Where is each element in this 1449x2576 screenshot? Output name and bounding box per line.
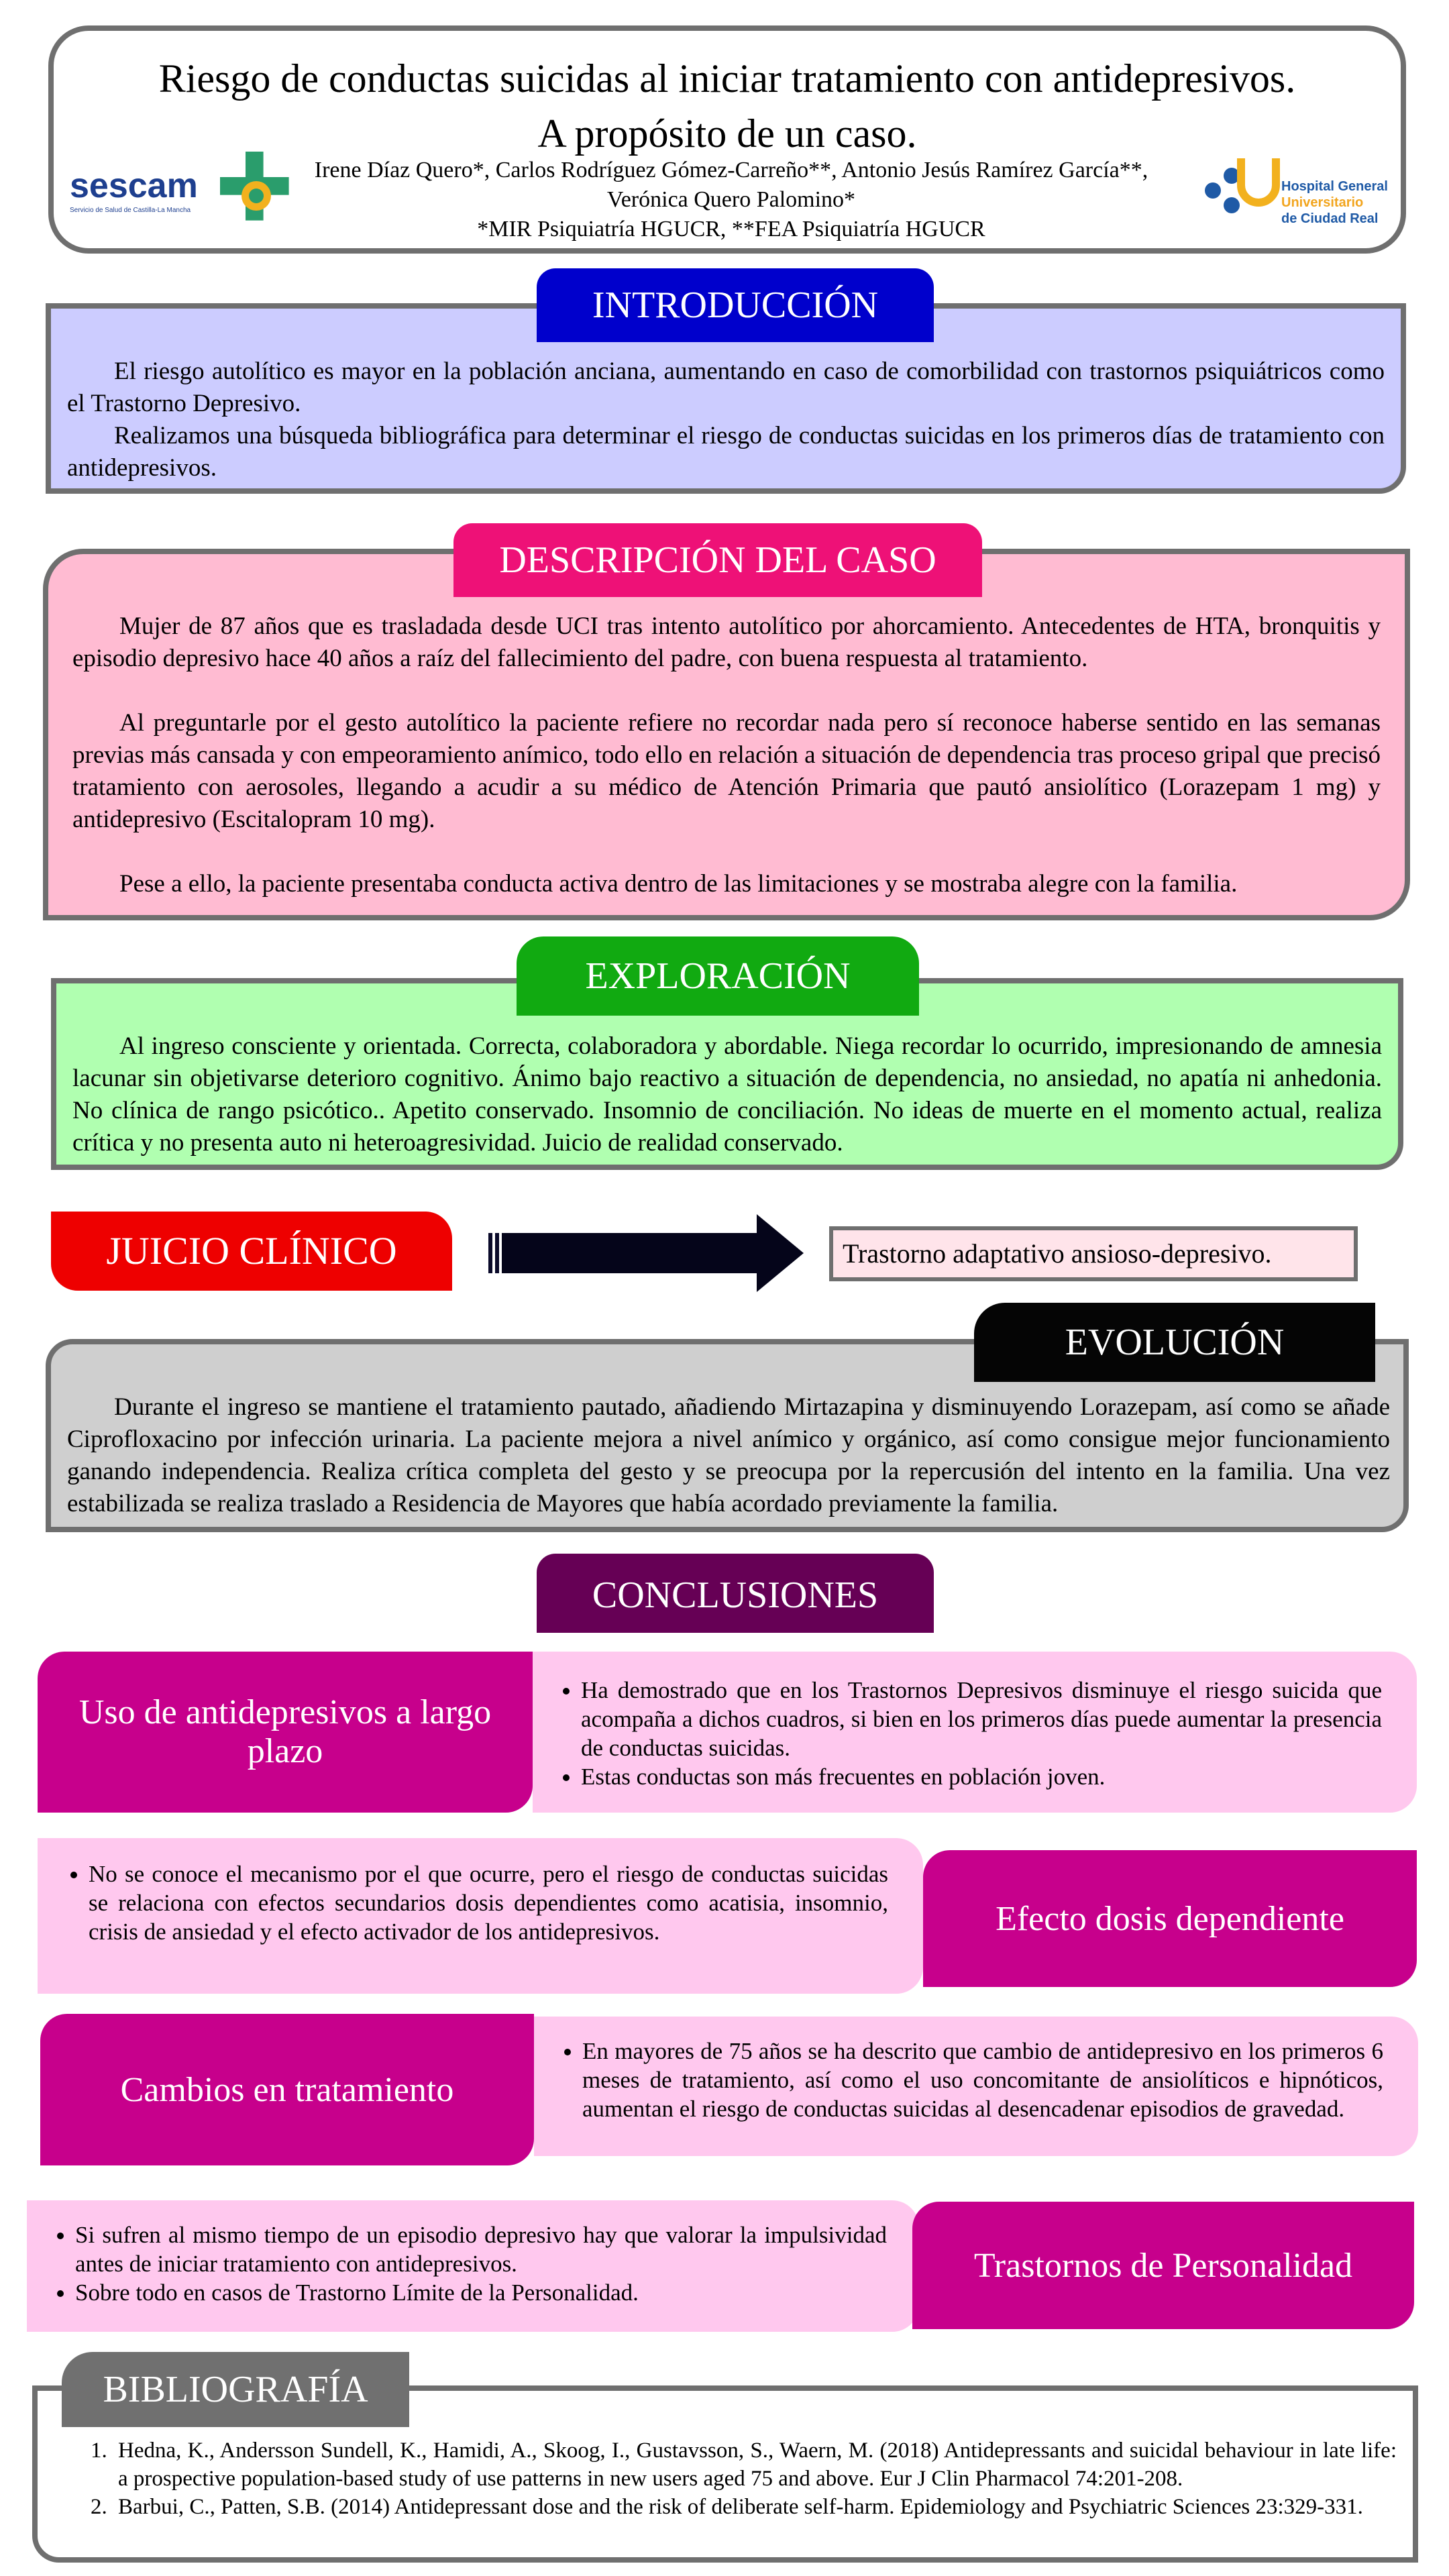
title-line-2: A propósito de un caso. [537,111,917,156]
right-arrow-icon [488,1213,804,1293]
conclusion-label-treatment-changes: Cambios en tratamiento [40,2014,534,2165]
conclusion-bullet: • Ha demostrado que en los Trastornos Depresivos disminuye el riesgo suicida que acompaña a dichos cuadros, si bien en los primeros días puede aumentar la presencia de conductas suicidas. [581,1676,1382,1762]
authors-block [275,156,1187,244]
conclusion-label-dose-effect: Efecto dosis dependiente [923,1850,1417,1987]
hospital-logo-line-3: de Ciudad Real [1281,211,1379,226]
sescam-logo-subtext: Servicio de Salud de Castilla-La Mancha [70,207,191,214]
case-description-heading: DESCRIPCIÓN DEL CASO [453,523,982,597]
conclusion-label-personality-disorders: Trastornos de Personalidad [912,2202,1414,2329]
evolution-paragraph: Durante el ingreso se mantiene el tratamiento pautado, añadiendo Mirtazapina y disminuyendo Lorazepam, así como se añade Ciprofloxacino por infección urinaria. La paciente mejora a nivel anímico y orgánico, así como consigue mejor funcionamiento ganando independencia. Realiza crítica completa del gesto y se preocupa por la repercusión del intento en la familia. Una vez estabilizada se realiza traslado a Residencia de Mayores que había acordado previamente la familia. [67,1393,1390,1517]
sescam-logo [67,138,295,239]
conclusion-text-treatment-changes [534,2017,1418,2156]
conclusion-bullet: • Estas conductas son más frecuentes en población joven. [581,1762,1382,1791]
affiliation: *MIR Psiquiatría HGUCR, **FEA Psiquiatría HGUCR [477,217,985,241]
conclusion-label-long-term-use: Uso de antidepresivos a largo plazo [38,1652,533,1813]
authors-line-2: Verónica Quero Palomino* [606,187,856,212]
clinical-judgment-heading: JUICIO CLÍNICO [51,1212,452,1291]
description-paragraph-3: Pese a ello, la paciente presentaba conducta activa dentro de las limitaciones y se mostraba alegre con la familia. [119,870,1238,898]
case-description-section [43,549,1410,920]
intro-paragraph-1: El riesgo autolítico es mayor en la población anciana, aumentando en caso de comorbilidad con trastornos psiquiátricos como el Trastorno Depresivo. [67,358,1385,417]
conclusion-text-personality-disorders [27,2200,919,2332]
hospital-logo-line-2: Universitario [1281,195,1364,210]
exploration-heading: EXPLORACIÓN [517,936,919,1016]
conclusion-text-dose-effect [38,1838,923,1994]
description-paragraph-1: Mujer de 87 años que es trasladada desde UCI tras intento autolítico por ahorcamiento. Antecedentes de HTA, bronquitis y episodio depresivo hace 40 años a raíz del fallecimiento del padre, con buena respuesta al tratamiento. [72,612,1381,672]
description-paragraph-2: Al preguntarle por el gesto autolítico la paciente refiere no recordar nada pero sí reconoce haberse sentido en las semanas previas más cansada y con empeoramiento anímico, todo ello en relación a situación de dependencia tras proceso gripal que precisó tratamiento con aerosoles, llegando a acudir a su médico de Atención Primaria que pautó ansiolítico (Lorazepam 1 mg) y antidepresivo (Escitalopram 10 mg). [72,709,1381,833]
intro-paragraph-2: Realizamos una búsqueda bibliográfica para determinar el riesgo de conductas suicidas en los primeros días de tratamiento con antidepresivos. [67,422,1385,482]
conclusion-bullet: • En mayores de 75 años se ha descrito que cambio de antidepresivo en los primeros 6 meses de tratamiento, así como el uso concomitante de ansiolíticos e hipnóticos, aumentan el riesgo de conductas suicidas al desencadenar episodios de gravedad. [582,2037,1383,2123]
bibliography-reference: 2. Barbui, C., Patten, S.B. (2014) Antidepressant dose and the risk of deliberate self-harm. Epidemiology and Psychiatric Sciences 23:329-331. [113,2493,1397,2521]
clinical-judgment-result: Trastorno adaptativo ansioso-depresivo. [829,1226,1358,1281]
hospital-logo-icon [1205,158,1276,213]
evolution-heading: EVOLUCIÓN [974,1303,1375,1382]
conclusion-bullet: • No se conoce el mecanismo por el que ocurre, pero el riesgo de conductas suicidas se relaciona con efectos secundarios dosis dependientes como acatisia, insomnio, crisis de ansiedad y el efecto activador de los antidepresivos. [89,1860,888,1946]
conclusion-bullet: • Si sufren al mismo tiempo de un episodio depresivo hay que valorar la impulsividad antes de iniciar tratamiento con antidepresivos. [75,2220,887,2278]
hospital-logo-line-1: Hospital General [1281,179,1388,194]
title-line-1: Riesgo de conductas suicidas al iniciar tratamiento con antidepresivos. [158,56,1296,101]
exploration-paragraph: Al ingreso consciente y orientada. Correcta, colaboradora y abordable. Niega recordar lo ocurrido, impresionando de amnesia lacunar sin objetivarse deterioro cognitivo. Ánimo bajo reactivo a situación de dependencia, no ansiedad, no apatía ni anhedonia. No clínica de rango psicótico.. Apetito conservado. Insomnio de conciliación. No ideas de muerte en el momento actual, realiza crítica y no presenta auto ni heteroagresividad. Juicio de realidad conservado. [72,1032,1382,1157]
introduction-heading: INTRODUCCIÓN [537,268,934,342]
bibliography-heading: BIBLIOGRAFÍA [62,2352,409,2427]
conclusions-heading: CONCLUSIONES [537,1554,934,1633]
authors-line-1: Irene Díaz Quero*, Carlos Rodríguez Gómez-Carreño**, Antonio Jesús Ramírez García**, [314,158,1148,182]
sescam-logo-text: sescam [70,166,198,205]
bibliography-reference: 1. Hedna, K., Andersson Sundell, K., Hamidi, A., Skoog, I., Gustavsson, S., Waern, M. (2018) Antidepressants and suicidal behaviour in late life: a prospective population-based study of use patterns in new users aged 75 and above. Eur J Clin Pharmacol 74:201-208. [113,2436,1397,2493]
poster-header [48,25,1406,254]
conclusion-text-long-term-use [533,1652,1417,1813]
hospital-logo [1194,131,1395,239]
conclusion-bullet: • Sobre todo en casos de Trastorno Límite de la Personalidad. [75,2278,887,2307]
